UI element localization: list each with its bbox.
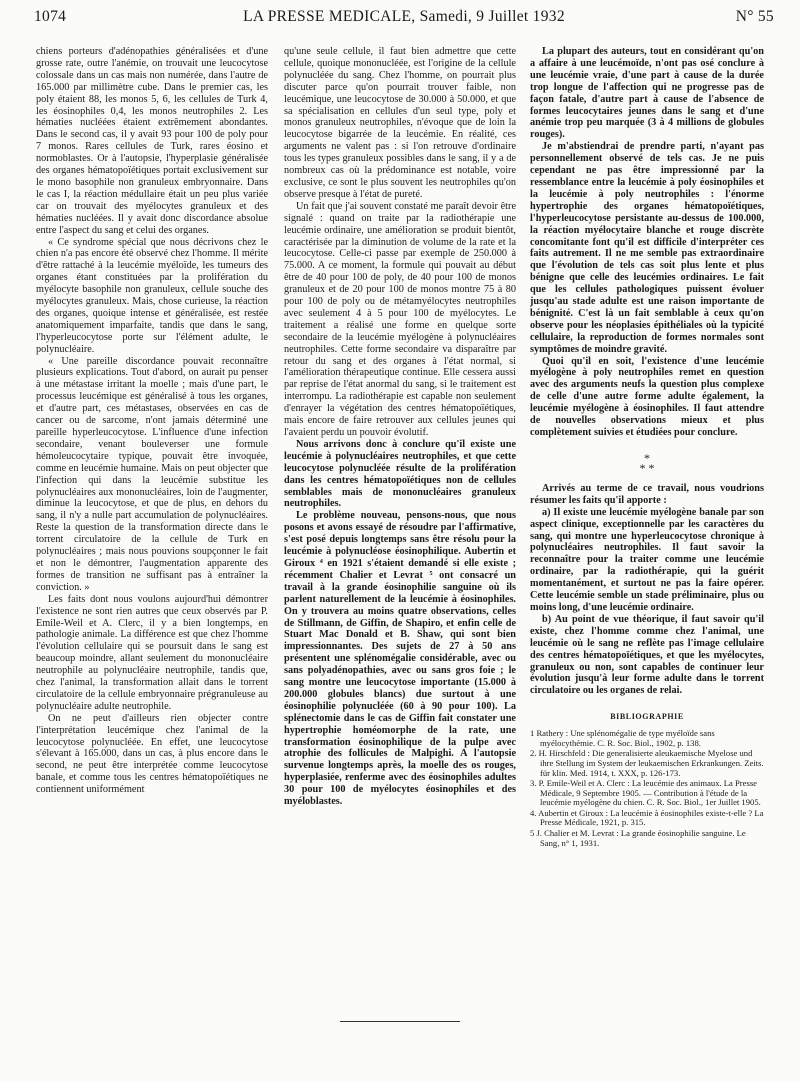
bibliography-entry: 4. Aubertin et Giroux : La leucémie à éosinophiles existe-t-elle ? La Presse Médicale, 1921, p. 315. bbox=[530, 807, 764, 828]
bibliography-entry: 3. P. Emile-Weil et A. Clerc : La leucémie des animaux. La Presse Médicale, 9 Septembre 1905. — Contribution à l'étude de la leucémie myélogène du chien. C. R. Soc. Biol., 1er Juillet 1905. bbox=[530, 778, 761, 808]
paragraph: « Ce syndrome spécial que nous décrivons chez le chien n'a pas encore été observé chez l'homme. Il mérite d'être rattaché à la leucémie myéloïde, les tumeurs des organes étant constituées par la prolifération du myélocyte basophile non granuleux, cellule souche des myélocytes granuleux. Mais, chose curieuse, la réaction des organes, quoique intense et généralisée, est restée anatomiquement imparfaite, tandis que dans le sang, l'hyperleucocytose porte sur l'élément adulte, le polynucléaire. bbox=[36, 236, 268, 355]
conclusion-paragraph: b) Au point de vue théorique, il faut savoir qu'il existe, chez l'homme comme chez l'animal, une leucémie où le sang ne reflète pas l'image cellulaire des centres hématopoïétiques, et que les myélocytes, granuleux ou non, sont capables de continuer leur évolution jusqu'à leur forme adulte dans le torrent circulatoire ou les organes de relai. bbox=[530, 613, 764, 697]
conclusion-paragraph: a) Il existe une leucémie myélogène banale par son aspect clinique, exceptionnelle par les caractères du sang, qui montre une hyperleucocytose chronique à polynucléaires neutrophiles. Il faut savoir la reconnaître pour la traiter comme une leucémie ordinaire, par la radiothérapie, qui la guérit momentanément, et surtout ne pas la faire opérer. Cette leucémie semble un stade préliminaire, plus ou moins long, d'une leucémie ordinaire. bbox=[530, 506, 764, 613]
bibliography-entry: 1 Rathery : Une splénomégalie de type myéloïde sans myélocythémie. C. R. Soc. Biol., 1902, p. 138. bbox=[530, 728, 715, 748]
paragraph: Un fait que j'ai souvent constaté me paraît devoir être signalé : quand on traite par la radiothérapie une leucémie ordinaire, une amélioration se produit bientôt, caractérisée par la diminution de volume de la rate et la leucocytose. Celle-ci passe par exemple de 250.000 à 75.000. A ce moment, la formule qui pouvait au début être de 40 pour 100 de poly, de 40 pour 100 de monos granuleux et de 20 pour 100 de monos montre 75 à 80 pour 100 de poly ou de métamyélocytes neutrophiles avec seulement 4 à 5 pour 100 de myélocytes. Le traitement a réalisé une forme en quelque sorte secondaire de la leucémie myélogène à polynucléaires neutrophiles. Cette forme secondaire va disparaître par retour du sang et des organes à l'état normal, si l'amélioration thérapeutique continue. Elle cessera aussi par reprise de l'état anormal du sang, si le traitement est interrompu. La radiothérapie est capable non seulement d'enrayer la végétation des centres hématopoïétiques, mais encore de faire retrouver aux cellules jeunes qui l'avaient perdu un pouvoir évolutif. bbox=[284, 200, 516, 438]
page-number: 1074 bbox=[34, 8, 67, 25]
journal-title: LA PRESSE MEDICALE, Samedi, 9 Juillet 1932 bbox=[243, 8, 565, 25]
column-2 bbox=[284, 46, 516, 808]
bibliography-title: BIBLIOGRAPHIE bbox=[610, 712, 684, 722]
paragraph: qu'une seule cellule, il faut bien admettre que cette cellule, quoique mononucléée, est l'origine de la cellule polynucléée du sang. Chez l'homme, on pourrait plus discuter parce qu'on pourrait trouver faible, non leucémique, une leucocytose de 30.000 à 50.000, et que sa spécialisation en cellules d'un seul type, poly et monos granuleux neutrophiles, n'évoque que de loin la leucocytose bigarrée de la leucémie. En réalité, ces arguments ne valent pas : si l'on retrouve d'ordinaire tous les types granuleux possibles dans le sang, il y a de nombreux cas où la prédominance est notable, voire exclusive, ce sont le plus souvent les neutrophiles qu'on observe presque à l'état de pureté. bbox=[284, 46, 516, 200]
paragraph: Nous arrivons donc à conclure qu'il existe une leucémie à polynucléaires neutrophiles, et que cette leucocytose polynucléée résulte de la prolifération dans les centres hématopoïétiques non de cellules semblables mais de mononucléaires granuleux neutrophiles. bbox=[284, 438, 516, 510]
paragraph: La plupart des auteurs, tout en considérant qu'on a affaire à une leucémoïde, n'ont pas osé conclure à une leucémie vraie, d'une part à cause de la durée trop longue de l'affection qui ne progresse pas de façon fatale, d'autre part à cause de l'absence de formes leucocytaires jeunes dans le sang et d'une anémie trop peu marquée (3 à 4 millions de globules rouges). bbox=[530, 46, 764, 141]
paragraph: Je m'abstiendrai de prendre parti, n'ayant pas personnellement observé de tels cas. Je ne puis cependant ne pas être impressionné par la ressemblance entre la leucémie à poly éosinophiles et la leucémie à poly neutrophiles : l'énorme hypertrophie des organes hématopoïétiques, l'hyperleucocytose persistante au-dessus de 100.000, la réaction myélocytaire blanche et rouge discrète concomitante font qu'il est difficile d'interpréter ces faits autrement. Il ne me semble pas extraordinaire que l'évolution de tels cas soit plus lente et plus bénigne que celle des leucémies ordinaires. Le fait que les cellules pathologiques puissent évoluer jusqu'au stade adulte est une raison importante de bénignité. C'est là un fait semblable à ceux qu'on observe pour les néoplasies épithéliales où la typicité cellulaire, la reproduction de formes normales sont symptômes de moindre gravité. bbox=[530, 141, 764, 355]
issue-number: N° 55 bbox=[735, 8, 774, 25]
paragraph: chiens porteurs d'adénopathies généralisées et d'une grosse rate, outre l'anémie, on trouvait une leucocytose colossale dans un cas mais non numérée, dans l'autre de 165.000 par millimètre cube. Dans le premier cas, les poly étaient 88, les monos 5, 6, les cellules de Turk 4, les éosinophiles 0,4, les monos neutrophiles 2. Les hématies nucléées étaient extrêmement abondantes. Dans le second cas, il y avait 93 pour 100 de poly pour 7 monos. Rares cellules de Turk, rares éosino et normoblastes. Or à l'autopsie, l'hyperplasie généralisée des organes hématopoïétiques portait exclusivement sur le mono basophile non granuleux embryonnaire. Dans le cas I, la réaction médullaire était un peu plus variée car on trouvait des myélocytes granuleux et des hématies nucléées. Il y avait donc discordance absolue entre l'aspect du sang et celui des organes. bbox=[36, 46, 268, 236]
conclusion-paragraph: Arrivés au terme de ce travail, nous voudrions résumer les faits qu'il apporte : bbox=[530, 482, 764, 506]
paragraph: Quoi qu'il en soit, l'existence d'une leucémie myélogène à poly neutrophiles remet en question avec des arguments neufs la question plus complexe de celle d'une autre forme adulte également, la leucémie myélogène à éosinophiles. Il faut attendre de nouvelles observations mieux et plus complètement suivies et étudiées pour conclure. bbox=[530, 355, 764, 438]
page-header bbox=[34, 8, 774, 32]
bibliography-entry: 5 J. Chalier et M. Levrat : La grande éosinophilie sanguine. Le Sang, n° 1, 1931. bbox=[530, 828, 746, 848]
end-rule bbox=[340, 1021, 460, 1022]
paragraph: Le problème nouveau, pensons-nous, que nous posons et avons essayé de résoudre par l'affirmative, s'est posé depuis longtemps sans être résolu pour la leucémie à polynucléose éosinophilique. Aubertin et Giroux ⁴ en 1921 s'étaient demandé si elle existe ; récemment Chalier et Levrat ⁵ ont consacré un travail à la grande éosinophilie sanguine où ils parlent naturellement de la leucémie à éosinophiles. On y trouvera au moins quatre observations, celles de Stillmann, de Giffin, de Shapiro, et enfin celle de Stuart Mac Donald et B. Shaw, qui sont bien impressionnantes. Des sujets de 27 à 50 ans présentent une splénomégalie considérable, avec ou sans polyadénopathies, avec ou sans gros foie ; le sang montre une leucocytose importante (15.000 à 200.000 globules blancs) due surtout à une éosinophilie polynucléée (60 à 90 pour 100). La splénectomie dans le cas de Giffin fait constater une hypertrophie homéomorphe de la rate, une transformation éosinophilique de la pulpe avec atrophie des follicules de Malpighi. A l'autopsie survenue longtemps après, la moelle des os rouges, hyperplasiée, renferme avec des éosinophiles adultes 30 pour 100 de myélocytes éosinophiles et des myéloblastes. bbox=[284, 510, 516, 808]
section-separator-stars: * * * bbox=[639, 450, 655, 475]
bibliography-entry: 2. H. Hirschfeld : Die generalisierte aleukaemische Myelose und ihre Stellung im System der leukaemischen Erkrankungen. Zeits. für klin. Med. 1914, t. XXX, p. 126-173. bbox=[530, 748, 764, 778]
paragraph: On ne peut d'ailleurs rien objecter contre l'interprétation leucémique chez l'animal de la leucocytose polynucléée. En effet, une leucocytose s'élevant à 165.000, dans un cas, à plus encore dans le second, ne peut être interprétée comme leucocytose banale, et comme tous les centres hématopoïétiques ne contiennent uniformément bbox=[36, 712, 268, 796]
paragraph: « Une pareille discordance pouvait reconnaître plusieurs explications. Tout d'abord, on aurait pu penser à une métastase irritant la moelle ; mais d'une part, le processus leucémique est généralisé à tous les organes, et d'autre part, ces métastases, observées en cas de cancer ou de sarcome, n'ont jamais déterminé une pareille hyperleucocytose. L'influence d'une infection secondaire, venant bouleverser une formule hémoleucocytaire typique, pouvait être invoquée, comme en leucémie humaine. Mais on peut objecter que l'infection qui dans la leucémie substitue les polynucléaires aux mononucléaires, loin de l'augmenter, diminue la leucocytose, et que de plus, en dehors du sang, il n'y a nulle part accumulation de polynucléaires. Reste la question de la transformation directe dans le torrent circulatoire de la cellule de Turk en polynucléaires ; mais nous pouvions soupçonner le fait et non le démontrer, l'augmentation apparente des formes de transition ne suffisant pas à entraîner la conviction. » bbox=[36, 355, 268, 593]
column-1 bbox=[36, 46, 268, 796]
column-3 bbox=[530, 46, 764, 849]
paragraph: Les faits dont nous voulons aujourd'hui démontrer l'existence ne sont rien autres que ceux observés par P. Emile-Weil et A. Clerc, il y a bien longtemps, en pathologie animale. La différence est que chez l'homme l'évolution cellulaire qui se poursuit dans le sang est beaucoup moindre, allant seulement du mononucléaire neutrophile au polynucléaire neutrophile, tandis que, chez l'animal, la transformation allait dans le torrent circulatoire de la cellule embryonnaire prégranuleuse au polynucléaire adulte neutrophile. bbox=[36, 593, 268, 712]
